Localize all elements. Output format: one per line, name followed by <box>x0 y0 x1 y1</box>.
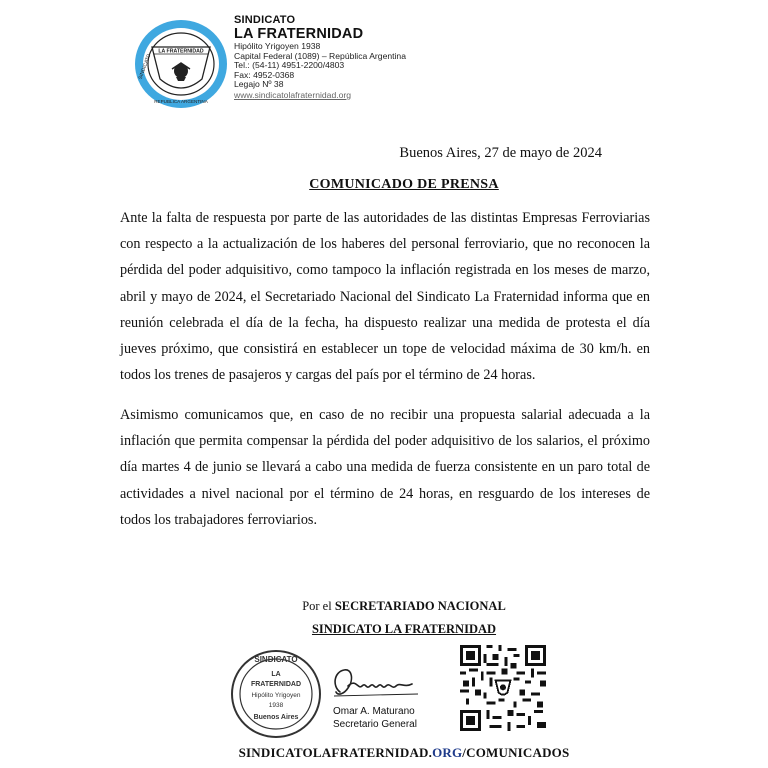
footer-url-part2: ORG <box>432 745 463 760</box>
footer-url-part3: /COMUNICADOS <box>462 745 570 760</box>
union-stamp <box>229 648 323 740</box>
legajo-line: Legajo Nº 38 <box>234 79 284 90</box>
handwritten-signature <box>322 656 422 706</box>
address-line: Hipólito Yrigoyen 1938 <box>234 41 321 51</box>
qr-code[interactable] <box>460 645 546 731</box>
logo-text-top: LA FRATERNIDAD <box>158 48 204 55</box>
signer-role: Secretario General <box>333 719 417 730</box>
union-logo <box>132 17 230 111</box>
logo-text-bottom: REPUBLICA ARGENTINA <box>154 99 208 104</box>
signature-org: SINDICATO LA FRATERNIDAD <box>311 622 497 636</box>
fax-line: Fax: 4952-0368 <box>234 69 295 80</box>
logo-text-left: SINDICATO <box>137 53 153 81</box>
body-paragraph-1: Ante la falta de respuesta por parte de las autoridades de las distintas Empresas Ferroviarias con respecto a la actualización de los haberes del personal ferroviario, que no reconocen la pérdida del poder adquisitivo, como tampoco la inflación registrada en los meses de marzo, abril y mayo de 2024, el Secretariado Nacional del Sindicato La Fraternidad informa que en reunión celebrada el día de la fecha, ha dispuesto realizar una medida de protesta el día jueves próximo, que consistirá en establecer un tope de velocidad máxima de 30 km/h. en todos los trenes de pasajeros y cargas del país por el término de 24 horas. <box>120 210 650 384</box>
signature-heading <box>0 599 768 614</box>
org-label-small: SINDICATO <box>234 14 296 26</box>
city-line: Capital Federal (1089) – República Argentina <box>234 50 406 61</box>
letterhead <box>234 14 406 100</box>
footer-url[interactable] <box>0 745 768 761</box>
stamp-text-3: FRATERNIDAD <box>250 681 302 688</box>
document-date: Buenos Aires, 27 de mayo de 2024 <box>399 145 602 161</box>
stamp-text-4: Hipólito Yrigoyen <box>251 692 301 699</box>
stamp-text-2: LA <box>271 671 281 678</box>
body-paragraph-2: Asimismo comunicamos que, en caso de no recibir una propuesta salarial adecuada a la inflación que permita compensar la pérdida del poder adquisitivo de los salarios, el próximo día martes 4 de junio se llevará a cabo una medida de fuerza consistente en un paro total de actividades a nivel nacional por el término de 24 horas, en resguardo de los intereses de todos los trabajadores ferroviarios. <box>120 407 650 528</box>
phone-line: Tel.: (54-11) 4951-2200/4803 <box>234 60 345 71</box>
stamp-text-1: SINDICATO <box>254 655 298 664</box>
website-link[interactable]: www.sindicatolafraternidad.org <box>234 89 352 100</box>
signer-name: Omar A. Maturano <box>333 706 415 717</box>
stamp-text-6: Buenos Aires <box>253 714 299 721</box>
signer-block <box>333 705 417 731</box>
signature-prefix: Por el <box>302 599 335 613</box>
org-label-big: LA FRATERNIDAD <box>234 26 364 42</box>
stamp-text-5: 1938 <box>268 702 284 709</box>
footer-url-part1: SINDICATOLAFRATERNIDAD. <box>238 745 433 760</box>
document-title: COMUNICADO DE PRENSA <box>309 177 499 192</box>
signature-body: SECRETARIADO NACIONAL <box>334 599 506 613</box>
